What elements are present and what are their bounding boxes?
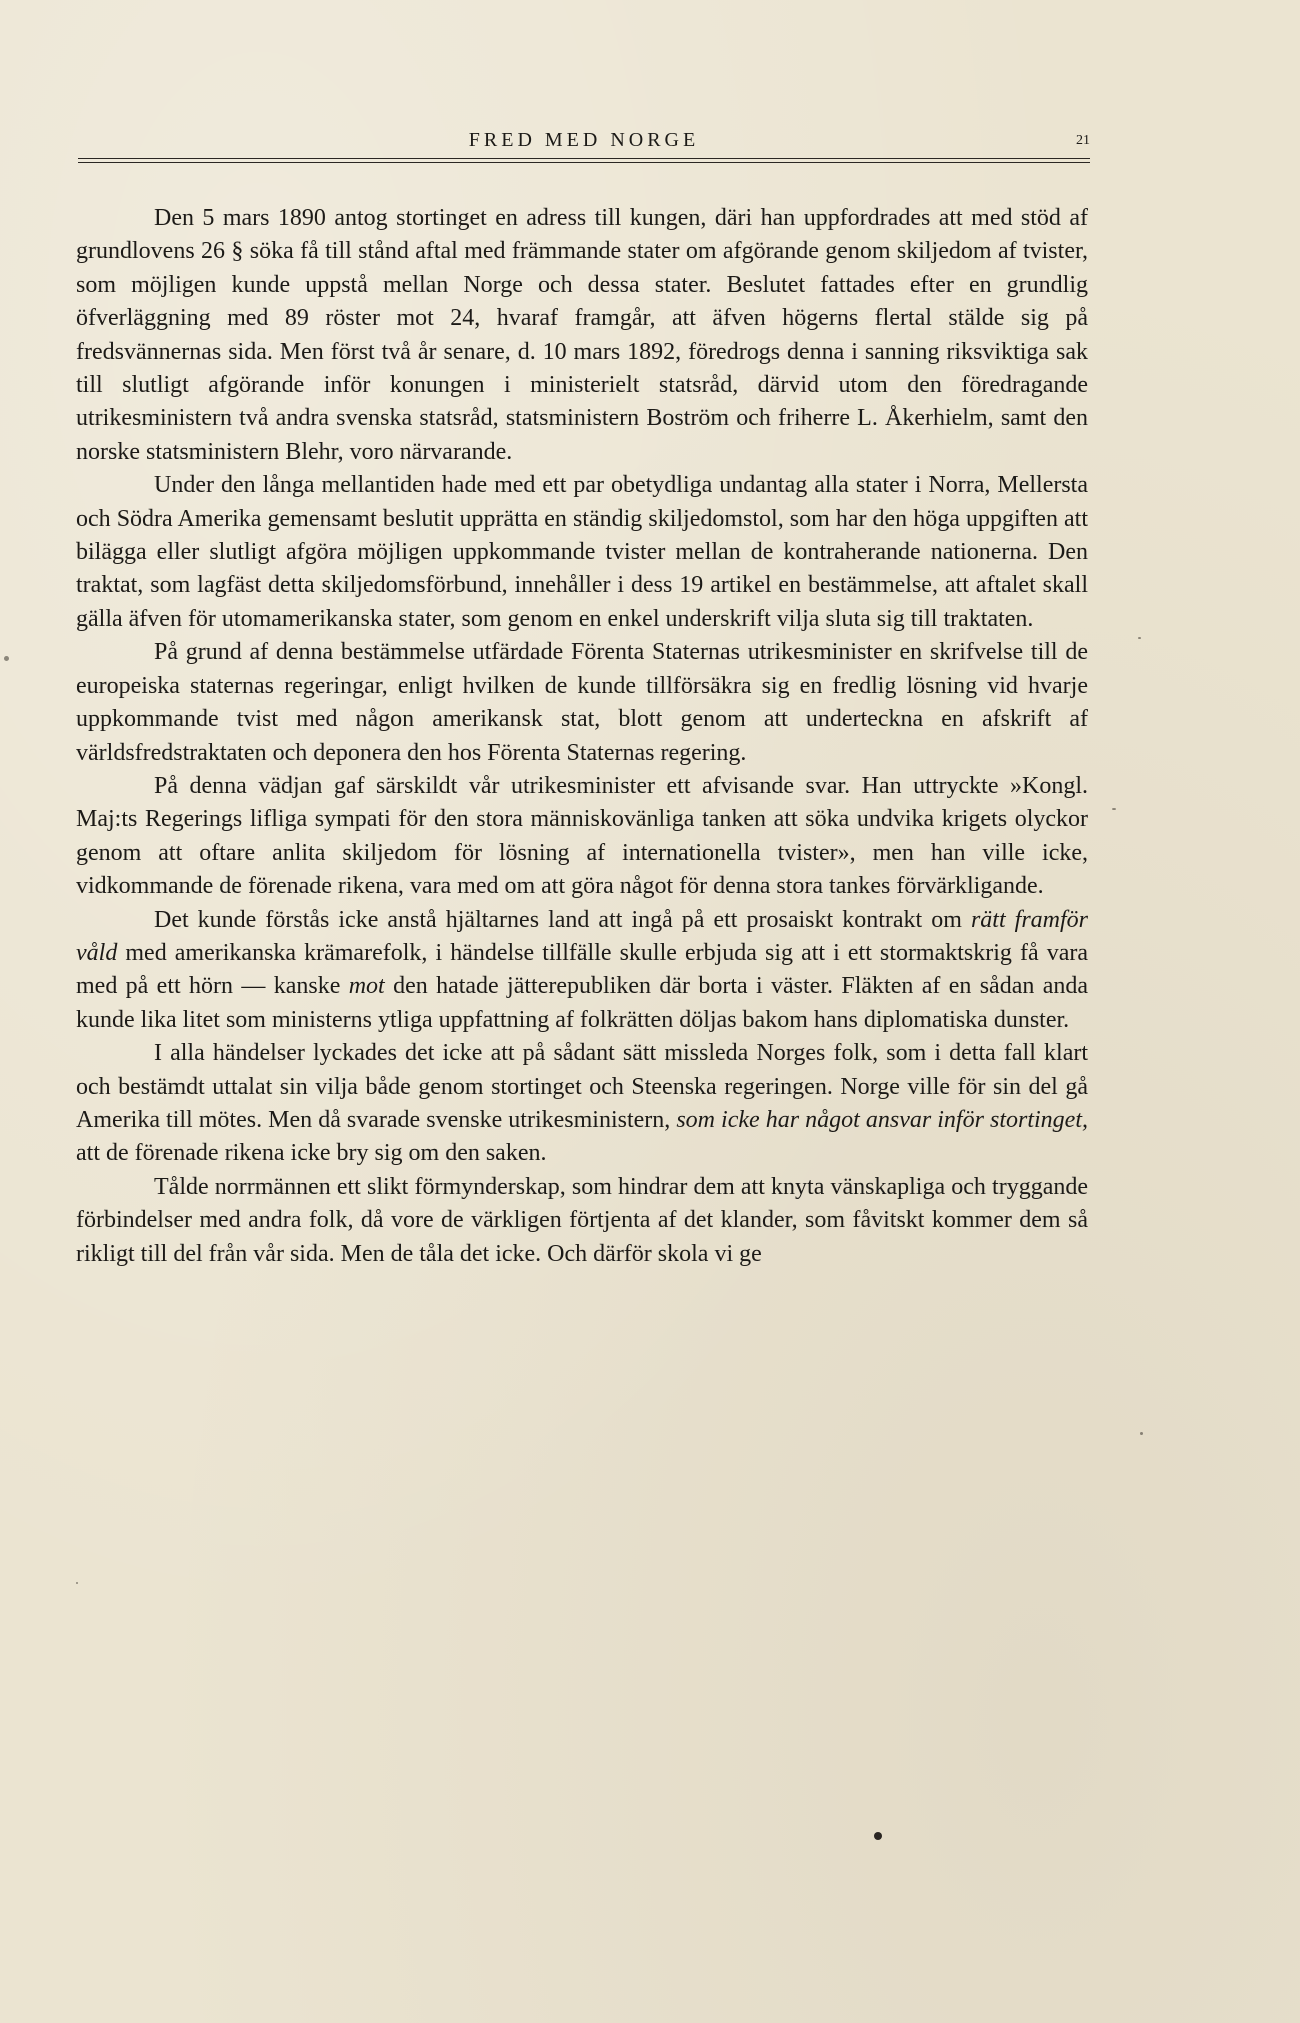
paragraph-3: På grund af denna bestämmelse utfärdade Förenta Staternas utrikesminister en skrifvelse till de europeiska staternas regeringar, enligt hvilken de kunde tillförsäkra sig en fredlig lösning vid hvarje uppkommande tvist med någon amerikansk stat, blott genom att underteckna en afskrift af världsfredstraktaten och deponera den hos Förenta Staternas regering.	[76, 639, 1088, 766]
paragraph-6-text-a: I alla händelser lyckades det icke att på sådant sätt missleda Norges folk, som i detta fall klart och bestämdt uttalat sin vilja både genom stortinget och Steenska regeringen. Norge ville för sin del gå Amerika till mötes. Men då svarade svenske utrikesministern,	[76, 1040, 1088, 1133]
paragraph-6-emphasis: som icke har något ansvar inför stortinget,	[676, 1106, 1088, 1133]
paragraph-5-text-b: med amerikanska krämarefolk, i händelse tillfälle skulle erbjuda sig att i ett stormaktskrig få vara med på ett hörn — kanske	[76, 939, 1088, 1000]
page-header	[78, 128, 1090, 158]
header-rule-top	[78, 158, 1090, 159]
paragraph-2: Under den långa mellantiden hade med ett par obetydliga undantag alla stater i Norra, Mellersta och Södra Amerika gemensamt beslutit upprätta en ständig skiljedomstol, som har den höga uppgiften att bilägga eller slutligt afgöra möjligen uppkommande tvister mellan de kontraherande nationerna. Den traktat, som lagfäst detta skiljedomsförbund, innehåller i dess 19 artikel en bestämmelse, att aftalet skall gälla äfven för utomamerikanska stater, som genom en enkel underskrift vilja sluta sig till traktaten.	[76, 472, 1088, 632]
paragraph-5-emphasis-a: rätt framför våld	[76, 906, 1088, 966]
paragraph-5-text-a: Det kunde förstås icke anstå hjältarnes land att ingå på ett prosaiskt kontrakt om	[154, 906, 971, 933]
paragraph-7: Tålde norrmännen ett slikt förmynderskap, som hindrar dem att knyta vänskapliga och tryggande förbindelser med andra folk, då vore de värkligen förtjenta af det klander, som fåvitskt kommer dem så rikligt till del från vår sida. Men de tåla det icke. Och därför skola vi ge	[76, 1173, 1088, 1267]
paragraph-1: Den 5 mars 1890 antog stortinget en adress till kungen, däri han uppfordrades att med stöd af grundlovens 26 § söka få till stånd aftal med främmande stater om afgörande genom skiljedom af tvister, som möjligen kunde uppstå mellan Norge och dessa stater. Beslutet fattades efter en grundlig öfverläggning med 89 röster mot 24, hvaraf framgår, att äfven högerns flertal stälde sig på fredsvännernas sida. Men först två år senare, d. 10 mars 1892, föredrogs denna i sanning riksviktiga sak till slutligt afgörande inför konungen i ministerielt statsråd, därvid utom den föredragande utrikesministern två andra svenska statsråd, statsministern Boström och friherre L. Åkerhielm, samt den norske statsministern Blehr, voro närvarande.	[76, 205, 1088, 465]
paragraph-5-text-c: den hatade jätterepubliken där borta i väster. Fläkten af en sådan anda kunde lika litet som ministerns ytliga uppfattning af folkrätten döljas bakom hans diplomatiska dunster.	[76, 973, 1088, 1033]
paragraph-4: På denna vädjan gaf särskildt vår utrikesminister ett afvisande svar. Han uttryckte »Kongl. Maj:ts Regerings lifliga sympati för den stora människovänliga tanken att söka undvika krigets olyckor genom att oftare anlita skiljedom för lösning af internationella tvister», men han ville icke, vidkommande de förenade rikena, vara med om att göra något för denna stora tankes förvärkligande.	[76, 772, 1088, 900]
ink-dot	[874, 1832, 882, 1840]
paragraph-5-emphasis-b: mot	[348, 973, 385, 1000]
body-text	[76, 202, 1088, 1271]
page-number: 21	[1076, 133, 1090, 148]
header-rule-bottom	[78, 162, 1090, 163]
running-title: FRED MED NORGE	[468, 129, 700, 151]
paragraph-6-text-b: att de förenade rikena icke bry sig om den saken.	[76, 1140, 547, 1167]
paragraph-6	[76, 1037, 1088, 1171]
paragraph-5	[76, 904, 1088, 1038]
